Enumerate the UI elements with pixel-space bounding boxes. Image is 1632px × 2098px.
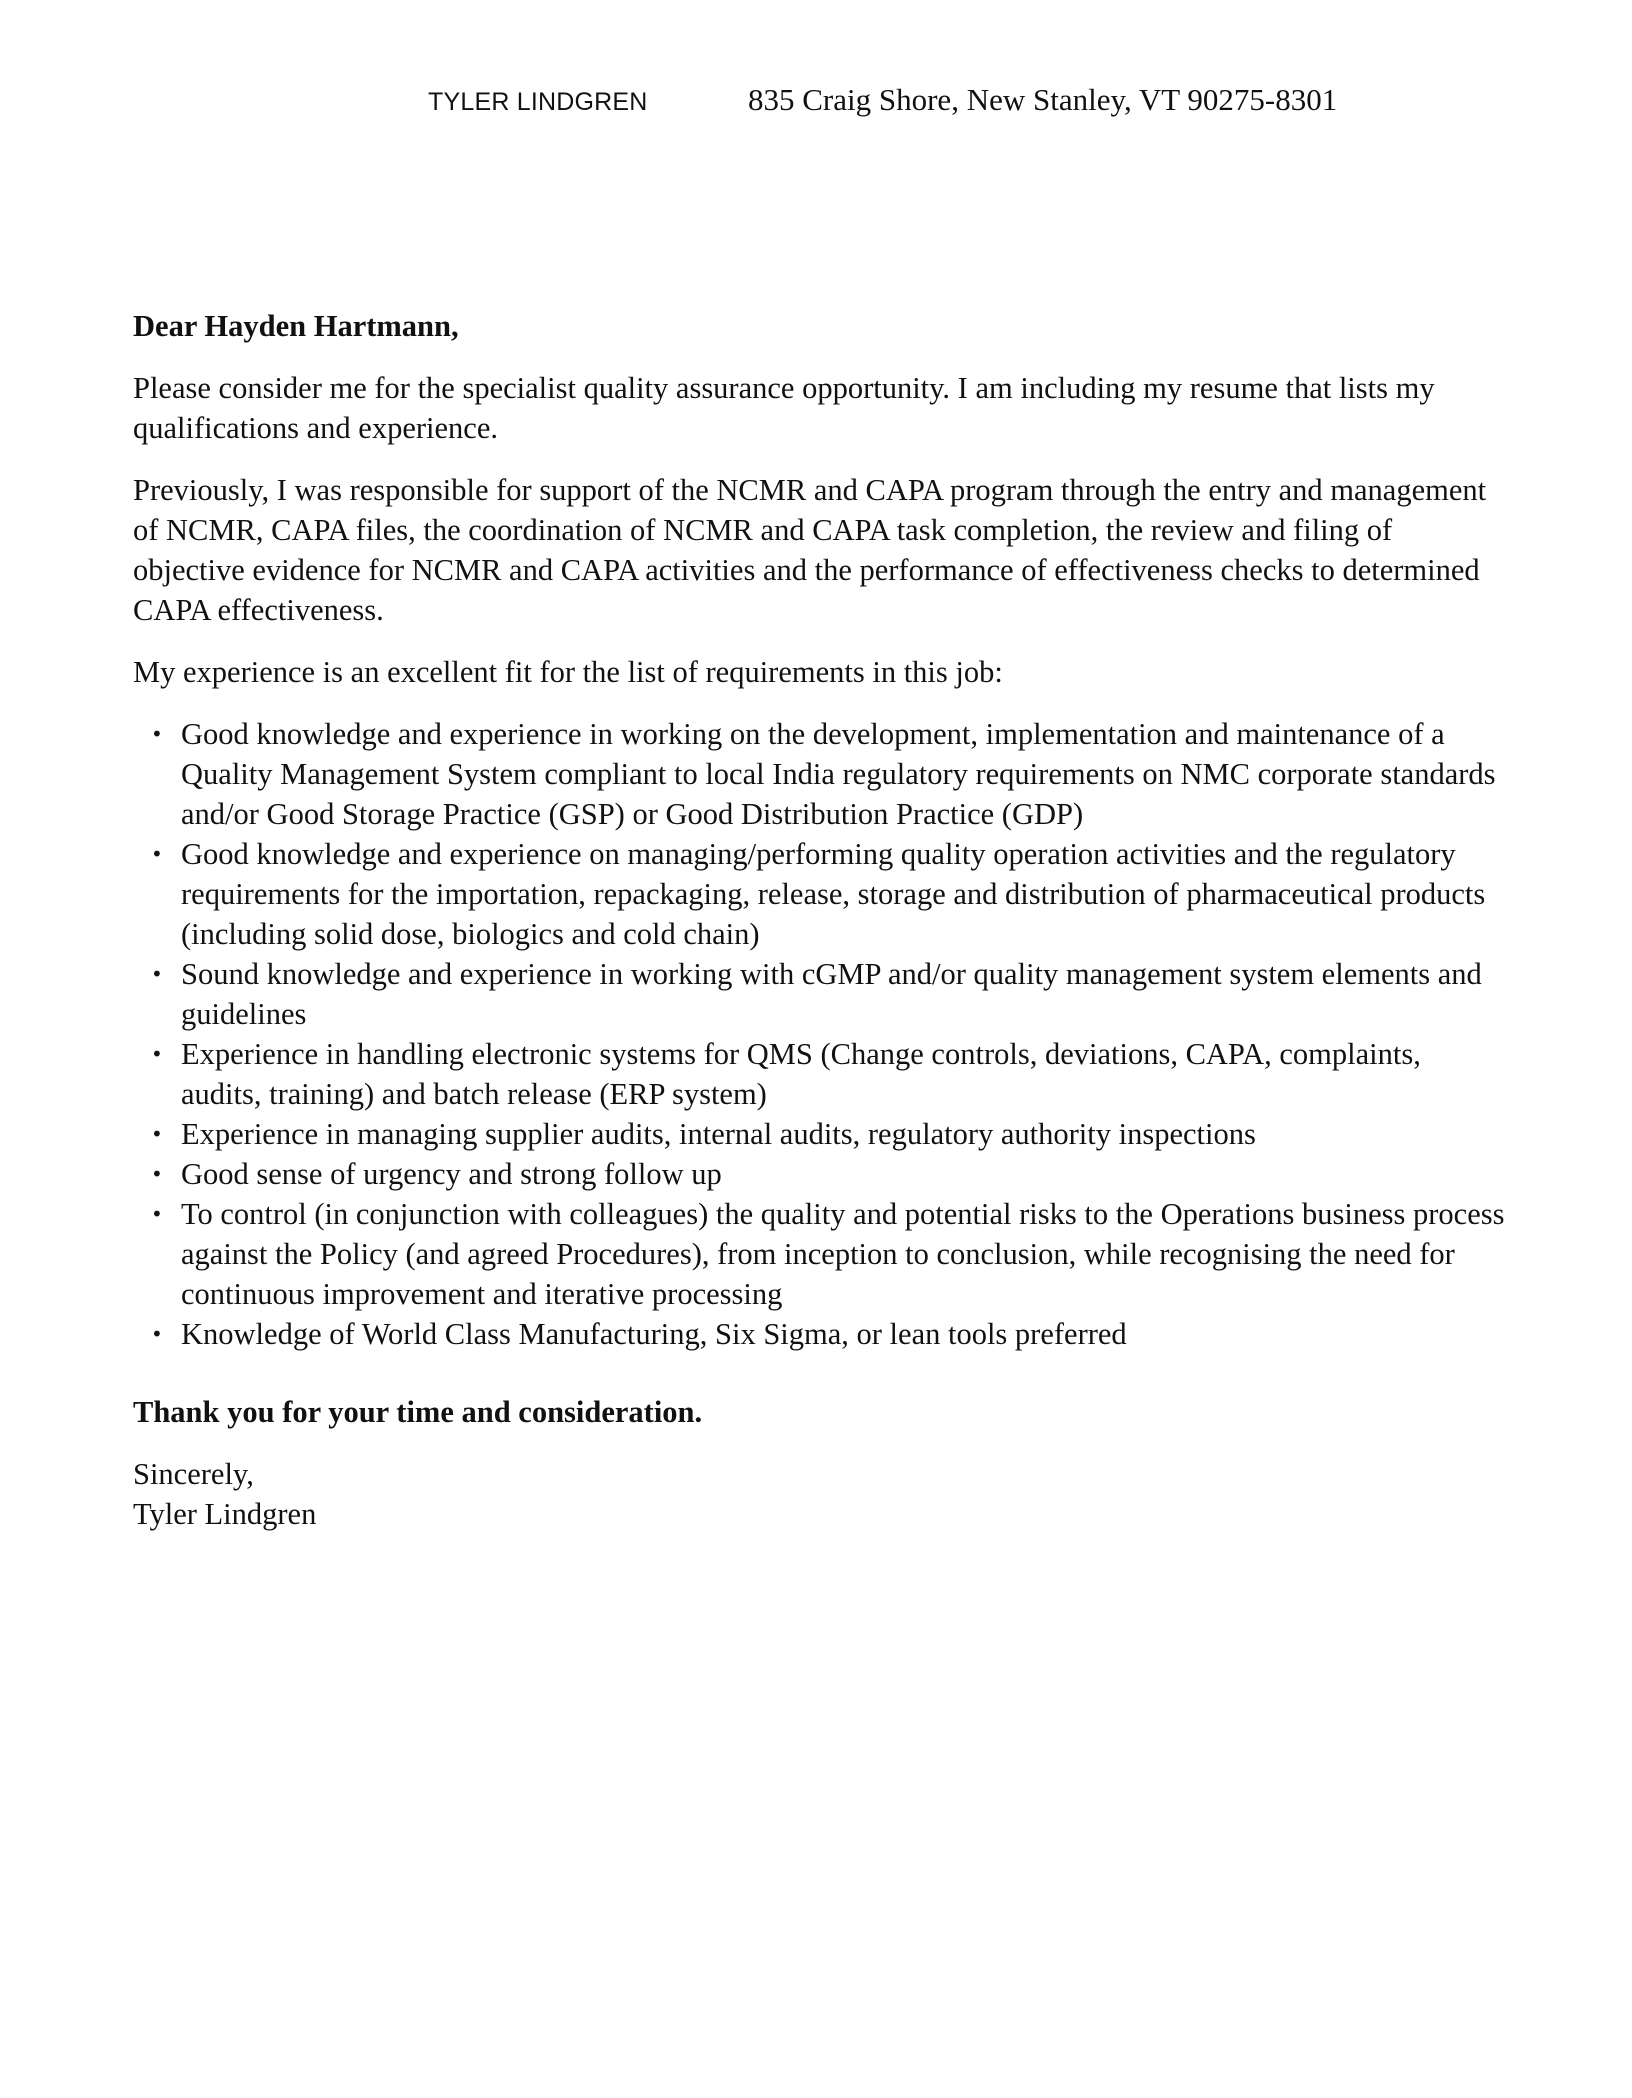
bullet-icon: • xyxy=(151,842,163,866)
letter-body xyxy=(133,306,1505,1534)
list-item xyxy=(133,714,1505,834)
list-item-text: Experience in handling electronic systems for QMS (Change controls, deviations, CAPA, complaints, audits, training) and batch release (ERP system) xyxy=(181,1037,1421,1111)
list-item-text: Knowledge of World Class Manufacturing, Six Sigma, or lean tools preferred xyxy=(181,1317,1127,1351)
list-item xyxy=(133,1034,1505,1114)
requirements-list xyxy=(133,714,1505,1354)
letterhead xyxy=(428,82,1337,122)
list-item-text: Sound knowledge and experience in working with cGMP and/or quality management system elements and guidelines xyxy=(181,957,1482,1031)
list-item-text: Good sense of urgency and strong follow up xyxy=(181,1157,722,1191)
salutation: Dear Hayden Hartmann, xyxy=(133,309,459,343)
bullet-icon: • xyxy=(151,1322,163,1346)
bullet-icon: • xyxy=(151,1122,163,1146)
list-item xyxy=(133,1194,1505,1314)
list-item xyxy=(133,834,1505,954)
sender-name: TYLER LINDGREN xyxy=(428,88,648,116)
bullet-icon: • xyxy=(151,962,163,986)
list-item xyxy=(133,954,1505,1034)
list-item xyxy=(133,1114,1505,1154)
bullet-icon: • xyxy=(151,1042,163,1066)
intro-paragraph: Please consider me for the specialist quality assurance opportunity. I am including my resume that lists my qualifications and experience. xyxy=(133,371,1435,445)
experience-paragraph: Previously, I was responsible for support of the NCMR and CAPA program through the entry and management of NCMR, CAPA files, the coordination of NCMR and CAPA task completion, the review and filing of objective evidence for NCMR and CAPA activities and the performance of effectiveness checks to determined CAPA effectiveness. xyxy=(133,473,1487,627)
bullet-icon: • xyxy=(151,1162,163,1186)
signature-name: Tyler Lindgren xyxy=(133,1497,317,1531)
list-item-text: To control (in conjunction with colleagues) the quality and potential risks to the Operations business process against the Policy (and agreed Procedures), from inception to conclusion, while recognising the need for continuous improvement and iterative processing xyxy=(181,1197,1505,1311)
list-item xyxy=(133,1154,1505,1194)
list-item-text: Good knowledge and experience in working on the development, implementation and maintenance of a Quality Management System compliant to local India regulatory requirements on NMC corporate standards and/or Good Storage Practice (GSP) or Good Distribution Practice (GDP) xyxy=(181,717,1496,831)
signoff: Sincerely, xyxy=(133,1457,254,1491)
list-item-text: Good knowledge and experience on managing/performing quality operation activities and the regulatory requirements for the importation, repackaging, release, storage and distribution of pharmaceutical products (including solid dose, biologics and cold chain) xyxy=(181,837,1486,951)
list-item-text: Experience in managing supplier audits, internal audits, regulatory authority inspections xyxy=(181,1117,1256,1151)
sender-address: 835 Craig Shore, New Stanley, VT 90275-8301 xyxy=(748,82,1338,117)
requirements-intro: My experience is an excellent fit for the list of requirements in this job: xyxy=(133,655,1003,689)
bullet-icon: • xyxy=(151,722,163,746)
list-item xyxy=(133,1314,1505,1354)
bullet-icon: • xyxy=(151,1202,163,1226)
closing-line: Thank you for your time and consideration. xyxy=(133,1395,703,1429)
